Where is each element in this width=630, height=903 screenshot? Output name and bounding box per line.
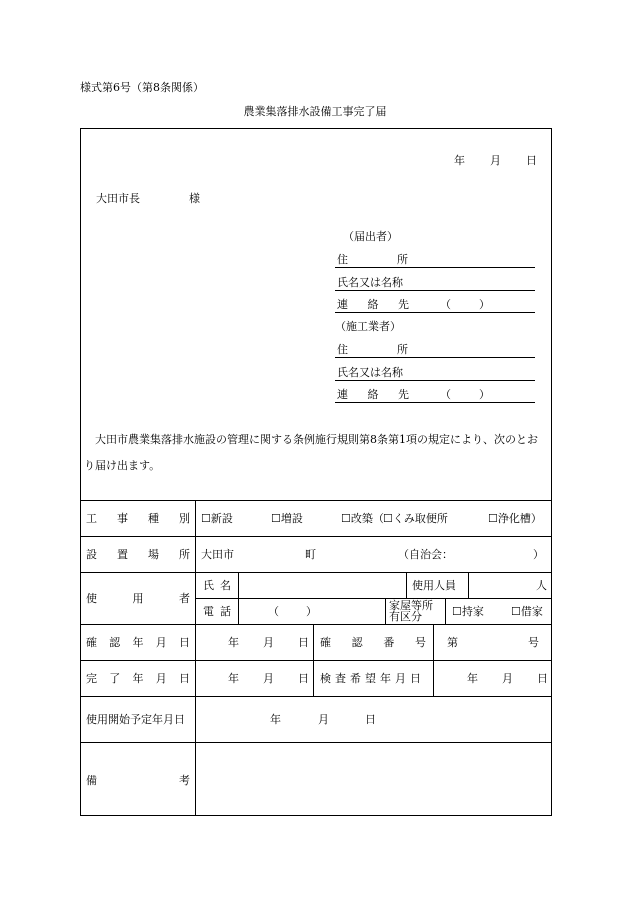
date-month: 月 xyxy=(490,154,501,167)
remarks-label: 備 考 xyxy=(86,774,190,787)
notifier-paren-open: （ xyxy=(440,298,451,311)
location-assoc-close: ） xyxy=(533,548,544,561)
inspect-date-month: 月 xyxy=(502,672,513,685)
start-date-label: 使用開始予定年月日 xyxy=(86,713,185,726)
addressee-mayor: 大田市長 xyxy=(96,192,140,205)
complete-date-label: 完 了 年 月 日 xyxy=(86,672,190,685)
user-phone-paren-open: （ xyxy=(268,605,279,618)
remarks-field[interactable] xyxy=(196,743,551,815)
user-count-divider-1 xyxy=(406,572,407,598)
location-label: 設 置 場 所 xyxy=(86,548,190,561)
addressee-sama: 様 xyxy=(189,192,200,205)
inspect-date-year: 年 xyxy=(467,672,478,685)
user-count-label: 使用人員 xyxy=(412,579,456,592)
user-phone-paren-close: ） xyxy=(306,605,317,618)
inspect-date-day: 日 xyxy=(537,672,548,685)
confirm-number-label: 確 認 番 号 xyxy=(320,636,426,649)
work-type-septic[interactable]: ☐浄化槽） xyxy=(488,512,542,525)
contractor-address-2: 所 xyxy=(397,343,408,356)
confirm-number-suffix: 号 xyxy=(528,636,539,649)
checkbox-icon[interactable]: ☐ xyxy=(511,605,521,618)
user-house-divider-1 xyxy=(385,598,386,624)
date-day: 日 xyxy=(526,154,537,167)
notifier-contact-line xyxy=(335,312,535,313)
confirm-date-day: 日 xyxy=(298,636,309,649)
contractor-name-label: 氏名又は名称 xyxy=(337,366,403,379)
date-mid-divider-1 xyxy=(313,624,314,696)
contractor-name-line xyxy=(335,380,535,381)
notifier-address-1: 住 xyxy=(337,253,348,266)
user-phone-label: 電 話 xyxy=(203,605,231,618)
location-city: 大田市 xyxy=(201,548,234,561)
table-line-5 xyxy=(80,660,552,661)
table-line-3 xyxy=(80,572,552,573)
user-house-rent[interactable]: ☐借家 xyxy=(511,605,543,618)
user-count-divider-2 xyxy=(468,572,469,598)
date-mid-divider-2 xyxy=(433,624,434,696)
checkbox-icon[interactable]: ☐ xyxy=(383,512,393,525)
contractor-contact-label: 連 絡 先 xyxy=(337,388,409,401)
notifier-label: （届出者） xyxy=(343,230,398,243)
notifier-contact-label: 連 絡 先 xyxy=(337,298,409,311)
contractor-paren-open: （ xyxy=(440,388,451,401)
user-sub-divider xyxy=(238,572,239,624)
checkbox-icon[interactable]: ☐ xyxy=(452,605,462,618)
contractor-contact-line xyxy=(335,402,535,403)
user-name-label: 氏 名 xyxy=(203,579,231,592)
work-type-label: 工 事 種 別 xyxy=(86,512,190,525)
complete-date-month: 月 xyxy=(263,672,274,685)
notifier-paren-close: ） xyxy=(479,298,490,311)
table-line-6 xyxy=(80,696,552,697)
work-type-add[interactable]: ☐増設 xyxy=(271,512,303,525)
user-label: 使 用 者 xyxy=(86,592,190,605)
location-town: 町 xyxy=(305,548,316,561)
confirm-date-year: 年 xyxy=(228,636,239,649)
table-line-user-mid xyxy=(195,598,552,599)
confirm-date-month: 月 xyxy=(263,636,274,649)
table-line-1 xyxy=(80,500,552,501)
contractor-address-line xyxy=(335,357,535,358)
complete-date-day: 日 xyxy=(298,672,309,685)
confirm-number-prefix: 第 xyxy=(447,636,458,649)
notifier-address-2: 所 xyxy=(397,253,408,266)
start-date-year: 年 xyxy=(270,713,281,726)
contractor-address-1: 住 xyxy=(337,343,348,356)
work-type-new[interactable]: ☐新設 xyxy=(201,512,233,525)
table-line-4 xyxy=(80,624,552,625)
table-line-2 xyxy=(80,536,552,537)
notifier-address-line xyxy=(335,267,535,268)
body-text: 大田市農業集落排水施設の管理に関する条例施行規則第8条第1項の規定により、次のとおり届け出ます。 xyxy=(84,433,538,472)
contractor-paren-close: ） xyxy=(479,388,490,401)
work-type-toilet[interactable]: ☐くみ取便所 xyxy=(383,512,448,525)
complete-date-year: 年 xyxy=(228,672,239,685)
notifier-name-label: 氏名又は名称 xyxy=(337,276,403,289)
form-number: 様式第6号（第8条関係） xyxy=(80,81,204,94)
user-house-divider-2 xyxy=(445,598,446,624)
confirm-date-label: 確 認 年 月 日 xyxy=(86,636,190,649)
notifier-name-line xyxy=(335,290,535,291)
checkbox-icon[interactable]: ☐ xyxy=(271,512,281,525)
location-assoc-open: （自治会： xyxy=(398,548,453,561)
user-count-unit: 人 xyxy=(536,579,547,592)
user-house-label: 家屋等所 有区分 xyxy=(389,599,433,623)
inspect-date-label: 検査希望年月日 xyxy=(320,672,425,685)
user-house-own[interactable]: ☐持家 xyxy=(452,605,484,618)
start-date-day: 日 xyxy=(365,713,376,726)
checkbox-icon[interactable]: ☐ xyxy=(341,512,351,525)
checkbox-icon[interactable]: ☐ xyxy=(488,512,498,525)
date-year: 年 xyxy=(454,154,465,167)
work-type-modify[interactable]: ☐改築（ xyxy=(341,512,384,525)
start-date-month: 月 xyxy=(318,713,329,726)
contractor-label: （施工業者） xyxy=(335,320,401,333)
checkbox-icon[interactable]: ☐ xyxy=(201,512,211,525)
form-title: 農業集落排水設備工事完了届 xyxy=(243,105,387,118)
